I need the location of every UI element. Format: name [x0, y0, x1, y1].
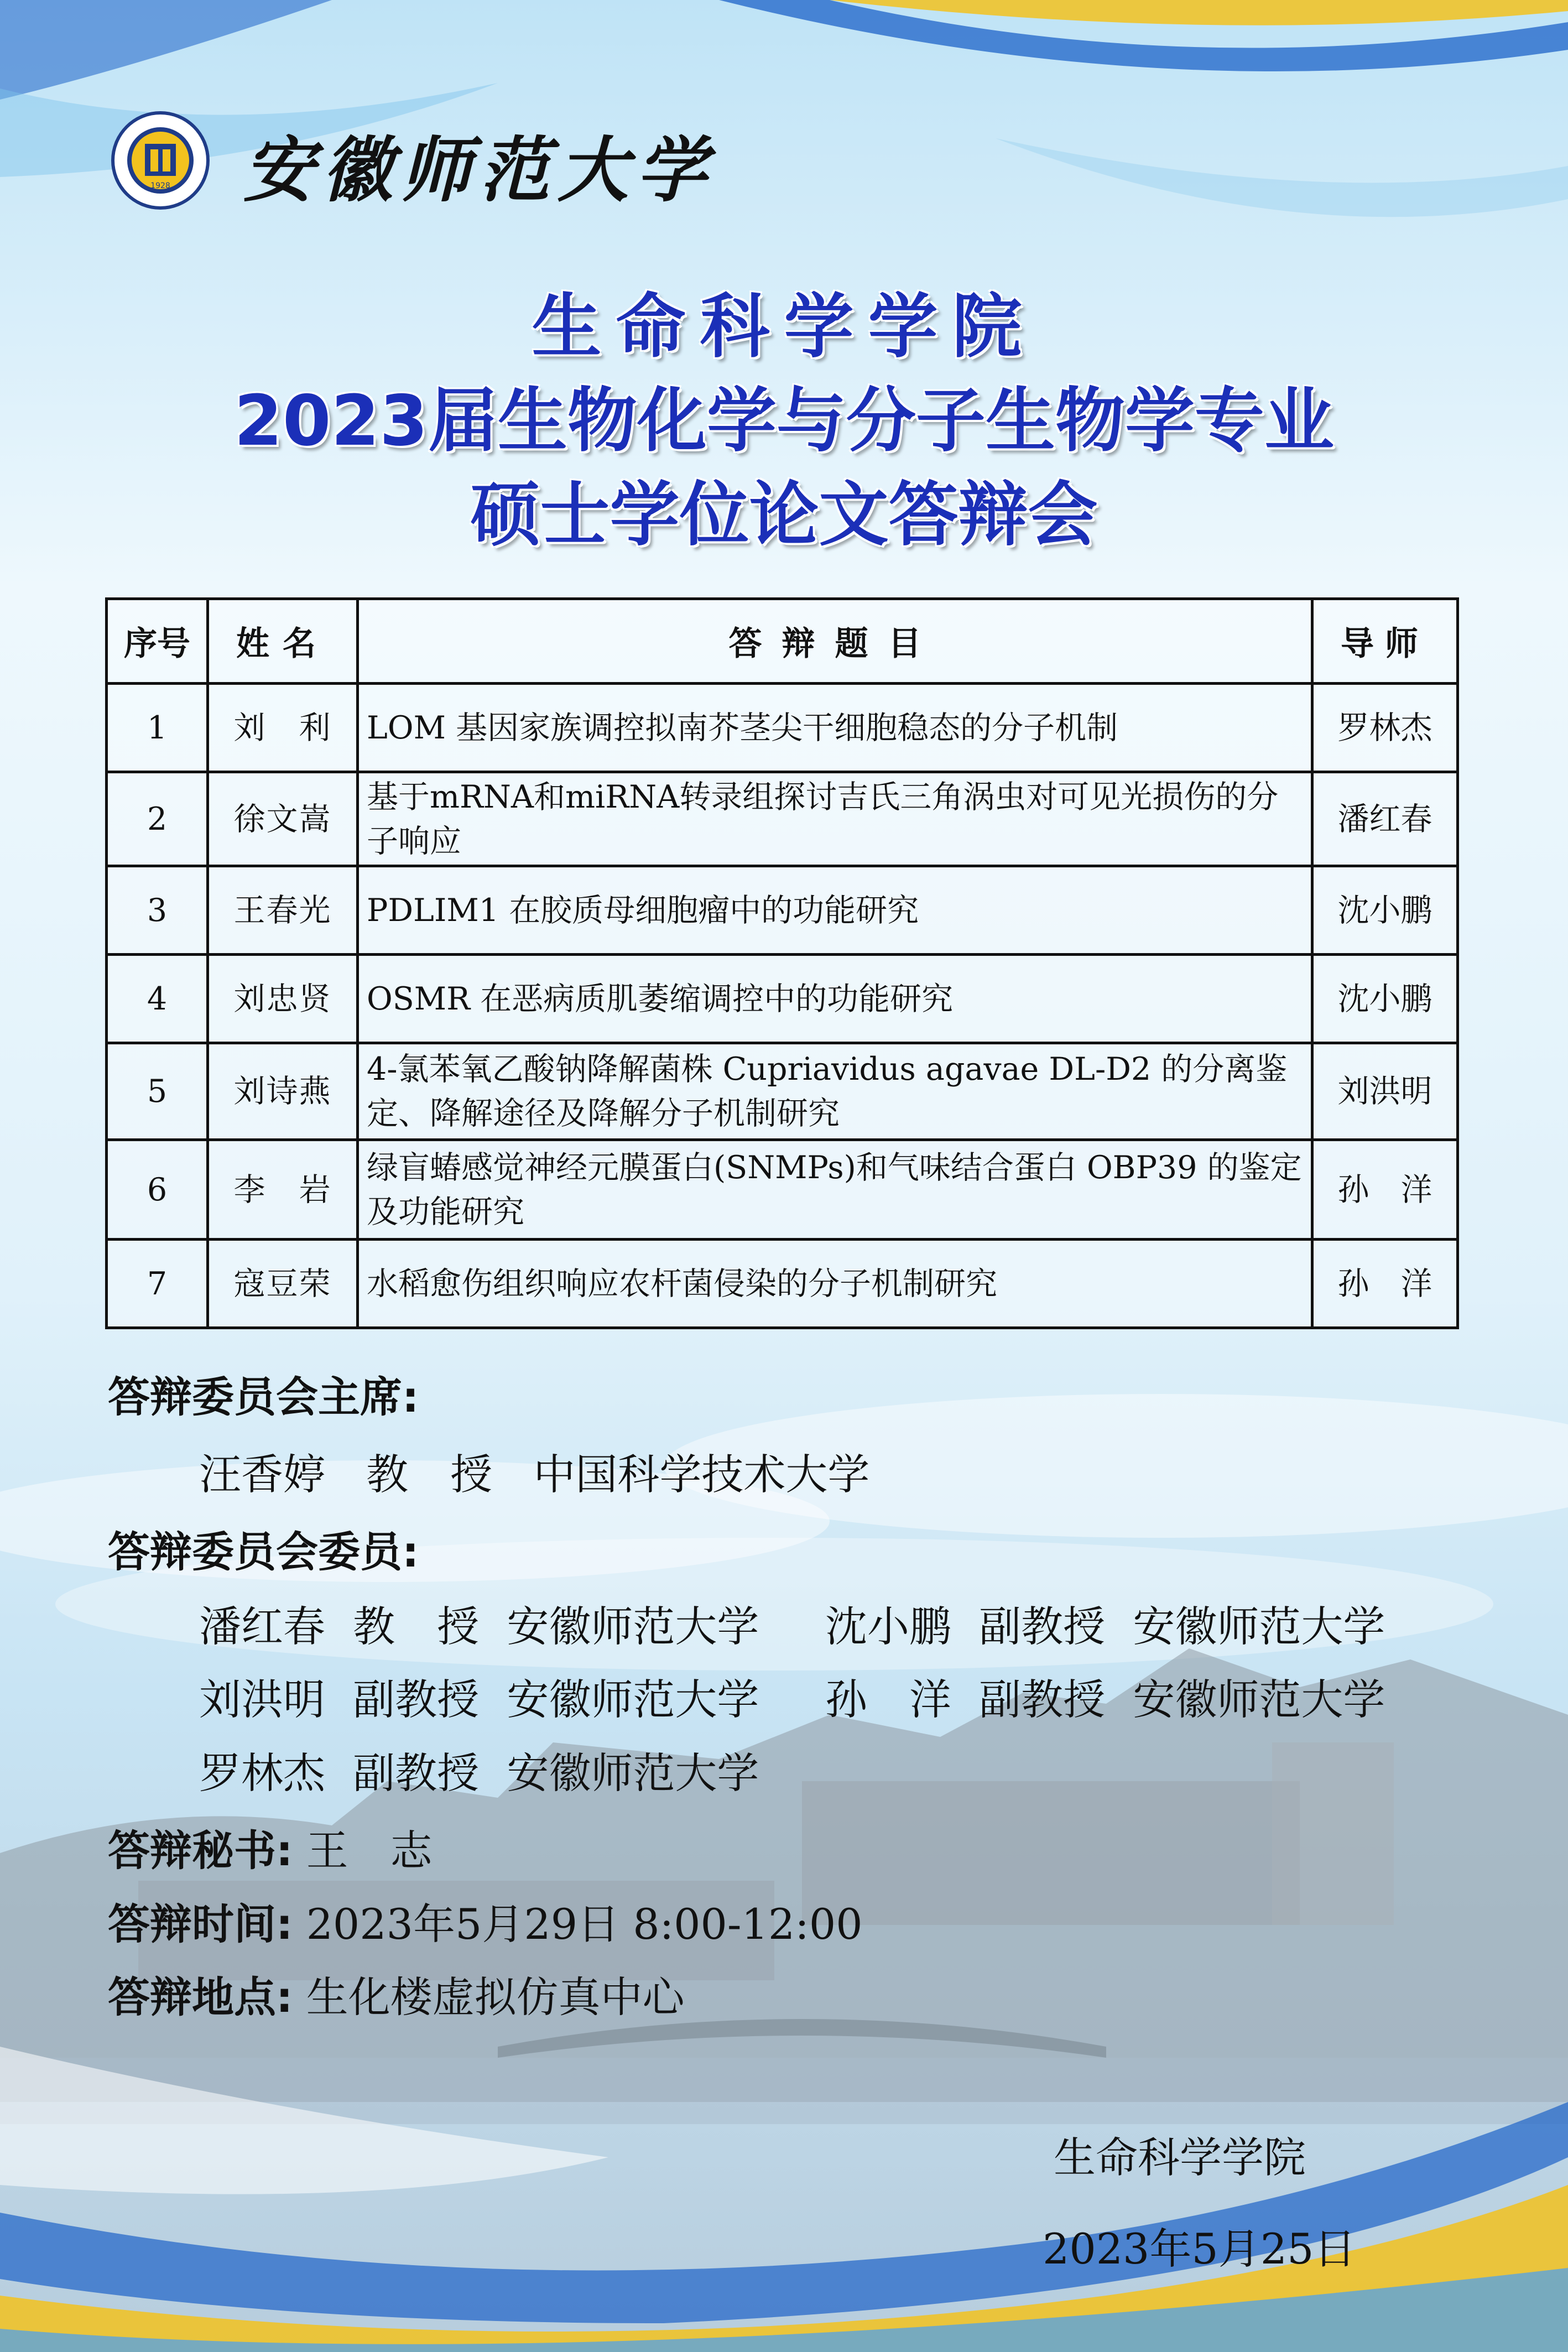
member-title: 副教授 — [979, 1675, 1106, 1724]
row-no: 2 — [107, 772, 208, 866]
table-row — [107, 1043, 1458, 1140]
row-no: 1 — [107, 684, 208, 772]
member-org: 安徽师范大学 — [1133, 1602, 1385, 1651]
row-topic: 基于mRNA和miRNA转录组探讨吉氏三角涡虫对可见光损伤的分子响应 — [358, 772, 1312, 866]
table-row — [107, 772, 1458, 866]
row-topic: PDLIM1 在胶质母细胞瘤中的功能研究 — [358, 866, 1312, 955]
row-advisor: 潘红春 — [1312, 772, 1458, 866]
title-line-3: 硕士学位论文答辩会 — [470, 474, 1098, 555]
place-line — [108, 1964, 685, 2024]
member-org: 安徽师范大学 — [507, 1602, 759, 1651]
member-title: 副教授 — [353, 1675, 480, 1724]
place-label: 答辩地点: — [108, 1973, 293, 2022]
row-topic: 绿盲蝽感觉神经元膜蛋白(SNMPs)和气味结合蛋白 OBP39 的鉴定及功能研究 — [358, 1140, 1312, 1240]
row-name: 刘 利 — [208, 684, 358, 772]
member-entry — [199, 1666, 759, 1726]
chair-org: 中国科学技术大学 — [533, 1450, 870, 1499]
header-name: 姓名 — [208, 599, 358, 684]
signoff-date: 2023年5月25日 — [1043, 2224, 1356, 2273]
members-label: 答辩委员会委员: — [108, 1527, 419, 1576]
row-name: 刘忠贤 — [208, 955, 358, 1043]
row-name: 李 岩 — [208, 1140, 358, 1240]
header-no: 序号 — [107, 599, 208, 684]
row-advisor: 孙 洋 — [1312, 1140, 1458, 1240]
table-row — [107, 684, 1458, 772]
row-no: 4 — [107, 955, 208, 1043]
member-name: 孙 洋 — [825, 1675, 951, 1724]
row-no: 7 — [107, 1240, 208, 1328]
member-title: 副教授 — [353, 1749, 480, 1798]
member-title: 副教授 — [979, 1602, 1106, 1651]
row-topic: 水稻愈伤组织响应农杆菌侵染的分子机制研究 — [358, 1240, 1312, 1328]
chair-label: 答辩委员会主席: — [108, 1372, 419, 1422]
row-name: 徐文嵩 — [208, 772, 358, 866]
row-topic: LOM 基因家族调控拟南芥茎尖干细胞稳态的分子机制 — [358, 684, 1312, 772]
time-label: 答辩时间: — [108, 1900, 293, 1949]
chair-title: 教 授 — [366, 1450, 493, 1499]
row-no: 3 — [107, 866, 208, 955]
signoff-org: 生命科学学院 — [1054, 2133, 1306, 2182]
seal-year: 1928 — [150, 181, 170, 190]
title-line-1: 生命科学学院 — [532, 286, 1036, 367]
secretary-value: 王 志 — [306, 1826, 433, 1875]
secretary-line — [108, 1817, 433, 1877]
time-value: 2023年5月29日 8:00-12:00 — [306, 1900, 863, 1949]
row-advisor: 刘洪明 — [1312, 1043, 1458, 1140]
member-org: 安徽师范大学 — [1133, 1675, 1385, 1724]
row-name: 寇豆荣 — [208, 1240, 358, 1328]
member-entry — [199, 1593, 759, 1653]
chair-name: 汪香婷 — [199, 1450, 325, 1499]
member-name: 刘洪明 — [199, 1675, 325, 1724]
member-name: 沈小鹏 — [825, 1602, 951, 1651]
row-advisor: 沈小鹏 — [1312, 955, 1458, 1043]
row-no: 5 — [107, 1043, 208, 1140]
table-row — [107, 955, 1458, 1043]
title-line-2: 2023届生物化学与分子生物学专业 — [234, 380, 1334, 461]
table-row — [107, 1240, 1458, 1328]
member-entry — [199, 1740, 759, 1800]
row-name: 王春光 — [208, 866, 358, 955]
defense-schedule-table — [105, 597, 1459, 1329]
chair-entry — [199, 1441, 869, 1501]
table-row — [107, 866, 1458, 955]
member-name: 罗林杰 — [199, 1749, 325, 1798]
university-seal-logo — [111, 111, 210, 210]
row-advisor: 孙 洋 — [1312, 1240, 1458, 1328]
header-advisor: 导师 — [1312, 599, 1458, 684]
time-line — [108, 1891, 863, 1951]
row-advisor: 沈小鹏 — [1312, 866, 1458, 955]
member-title: 教 授 — [353, 1602, 480, 1651]
member-entry — [825, 1666, 1385, 1726]
table-row — [107, 1140, 1458, 1240]
row-name: 刘诗燕 — [208, 1043, 358, 1140]
member-name: 潘红春 — [199, 1602, 325, 1651]
row-advisor: 罗林杰 — [1312, 684, 1458, 772]
member-entry — [825, 1593, 1385, 1653]
header-topic: 答辩题目 — [358, 599, 1312, 684]
university-name: 安徽师范大学 — [243, 129, 715, 212]
row-topic: 4-氯苯氧乙酸钠降解菌株 Cupriavidus agavae DL-D2 的分离鉴定、降解途径及降解分子机制研究 — [358, 1043, 1312, 1140]
table-header-row — [107, 599, 1458, 684]
secretary-label: 答辩秘书: — [108, 1826, 293, 1875]
row-no: 6 — [107, 1140, 208, 1240]
member-org: 安徽师范大学 — [507, 1675, 759, 1724]
member-org: 安徽师范大学 — [507, 1749, 759, 1798]
row-topic: OSMR 在恶病质肌萎缩调控中的功能研究 — [358, 955, 1312, 1043]
place-value: 生化楼虚拟仿真中心 — [306, 1973, 685, 2022]
